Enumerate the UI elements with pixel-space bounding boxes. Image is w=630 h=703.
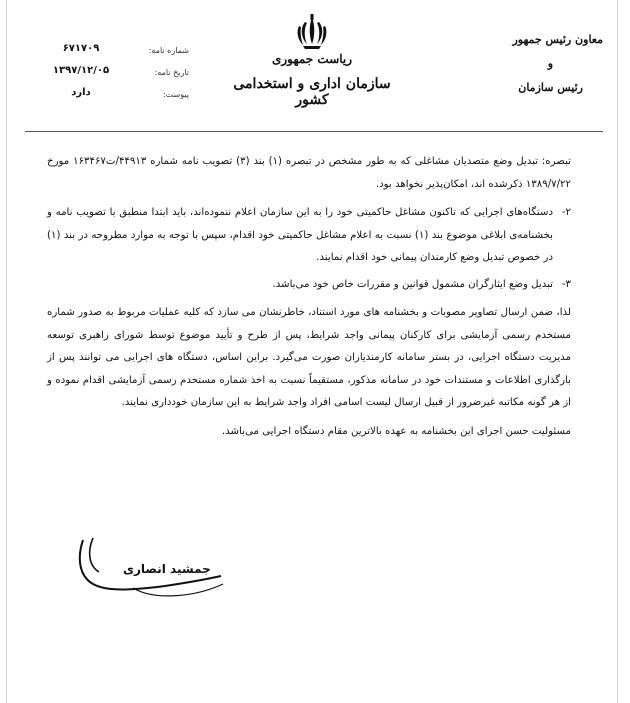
letter-number-label: شماره نامه:	[148, 46, 189, 55]
attachment-value: دارد	[71, 87, 91, 98]
attachment-label: پیوست:	[162, 90, 189, 99]
letter-number-value: ۶۷۱۷۰۹	[62, 43, 100, 54]
iran-emblem-icon	[295, 14, 329, 50]
signature-block	[73, 528, 243, 608]
meta-labels	[129, 40, 189, 106]
item-number: ۲-	[561, 207, 571, 218]
list-item	[47, 274, 571, 297]
letter-date-value: ۱۳۹۷/۱۲/۰۵	[52, 65, 110, 76]
sender-line: و	[547, 57, 553, 70]
responsibility-paragraph: مسئولیت حسن اجرای این بخشنامه به عهده بالاترین مقام دستگاه اجرایی می‌باشد.	[221, 425, 571, 437]
sender-line: معاون رئیس جمهور	[512, 33, 603, 46]
sender-line: رئیس سازمان	[518, 81, 583, 94]
body-paragraph: لذا، ضمن ارسال تصاویر مصوبات و بخشنامه های مورد استناد، خاطرنشان می سازد که کلیه عملیات مربوط به صدور شماره مستخدم رسمی آزمایشی برای کارکنان پیمانی واجد شرایط، پس از طرح و تأیید موضوع توسط شورای راهبری توسعه مدیریت دستگاه اجرایی، در بستر سامانه کارمندیاران صورت می‌گیرد. براین اساس، دستگاه های اجرایی می توانند پس از بارگذاری اطلاعات و مستندات خود در سامانه مذکور، مستقیماً نسبت به اخذ شماره مستخدم رسمی آزمایشی اقدام نموده و از هر گونه مکاتبه غیرضرور از قبیل ارسال لیست اسامی افراد واجد شرایط به این سازمان خودداری نمایند.	[47, 307, 571, 408]
item-number: ۳-	[561, 278, 571, 290]
header-divider	[25, 131, 603, 132]
sender-title	[483, 28, 603, 100]
signer-name: جمشید انصاری	[123, 562, 211, 576]
letter-date-label: تاریخ نامه:	[154, 68, 189, 77]
letter-page	[6, 0, 618, 703]
meta-values	[35, 38, 127, 104]
org-title: سازمان اداری و استخدامی کشور	[233, 76, 391, 108]
letter-body	[47, 151, 571, 449]
note-paragraph: تبصره: تبدیل وضع متصدیان مشاغلی که به طور مشخص در تبصره (۱) بند (۳) تصویب نامه شماره ۴۴۹۱۳/ت۱۶۳۴۶۷ مورخ ۱۳۸۹/۷/۲۲ ذکرشده اند، امکان‌پذیر نخواهد بود.	[47, 156, 571, 190]
item-text: تبدیل وضع ایثارگران مشمول قوانین و مقررات خاص خود می‌باشد.	[272, 278, 553, 290]
org-parent-title: ریاست جمهوری	[271, 52, 353, 66]
list-item	[47, 202, 571, 270]
item-text: دستگاه‌های اجرایی که تاکنون مشاغل حاکمیتی خود را به این سازمان اعلام ننموده‌اند، باید ابتدا منطبق با تصویب نامه و بخشنامه‌ی ابلاغی موضوع بند (۱) نسبت به اعلام مشاغل حاکمیتی خود اقدام، سپس با توجه به موارد مطروحه در بند (۱) در خصوص تبدیل وضع کارمندان پیمانی خود اقدام نمایند.	[47, 207, 553, 263]
